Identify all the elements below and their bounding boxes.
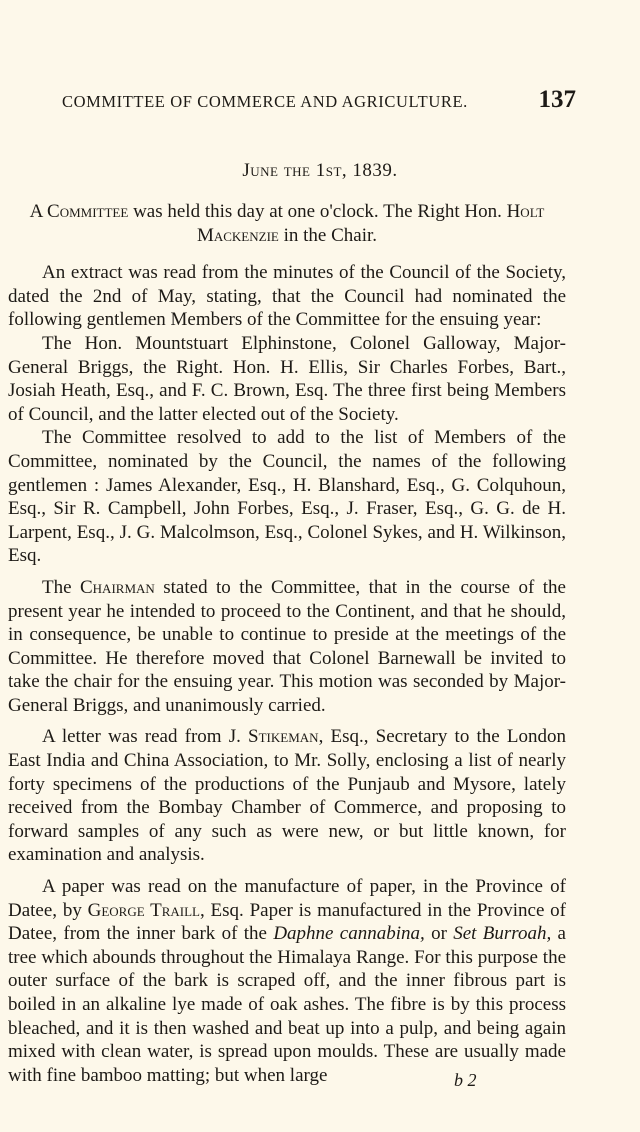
date-heading: June the 1st, 1839. [242, 160, 398, 181]
text-run: A letter was read from J. [42, 726, 249, 748]
page-header [62, 86, 576, 114]
body-text [8, 200, 566, 1087]
text-run: stated to the Committee, that in the course of the present year he intended to proceed to the Continent, and that he should, in consequence, be unable to continue to preside at the meetings of the Committee. He therefore moved that Colonel Barnewall be invited to take the chair for the ensuing year. This motion was seconded by Major-General Briggs, and unanimously carried. [8, 576, 566, 716]
text-run: was held this day at one o'clock. The Right Hon. [128, 201, 507, 222]
small-caps-run: Holt Mackenzie [196, 201, 545, 246]
signature-mark: b 2 [454, 1070, 477, 1090]
small-caps-run: Chairman [80, 576, 155, 598]
paragraph-chairman-statement [8, 576, 566, 718]
text-run: A [29, 201, 48, 222]
small-caps-run: George Traill [87, 899, 200, 921]
text-run: The [42, 576, 80, 598]
text-run: in the Chair. [278, 224, 378, 246]
paragraph-members-list: The Hon. Mountstuart Elphinstone, Colonel Galloway, Major-General Briggs, the Right. Hon. H. Ellis, Sir Charles Forbes, Bart., Josiah Heath, Esq., and F. C. Brown, Esq. The three first being Members of Council, and the latter elected out of the Society. [8, 332, 566, 425]
italic-run: Daphne cannabina, [273, 923, 425, 945]
paragraph-council-extract: An extract was read from the minutes of the Council of the Society, dated the 2nd of May, stating, that the Council had nominated the following gentlemen Members of the Committee for the ensuing year: [8, 262, 566, 331]
text-run: , Esq. Paper is manufactured in the Province of Datee, from the inner bark of the [8, 899, 566, 945]
text-run: a tree which abounds throughout the Himalaya Range. For this purpose the outer surface of the bark is scraped off, and the inner fibrous part is boiled in an alkaline lye made of oak ashes. The fibre is by this process bleached, and it is then washed and beat up into a pulp, and being again mixed with clean water, is spread upon moulds. These are usually made with fine bamboo matting; but when large [8, 923, 566, 1086]
small-caps-run: Stikeman [248, 726, 319, 748]
paragraph-paper-manufacture [8, 875, 566, 1087]
text-run: or [424, 923, 454, 945]
paragraph-additional-members: The Committee resolved to add to the list of Members of the Committee, nominated by the Council, the names of the following gentlemen : James Alexander, Esq., H. Blanshard, Esq., G. Colquhoun, Esq., Sir R. Campbell, John Forbes, Esq., J. Fraser, Esq., G. G. de H. Larpent, Esq., J. G. Malcolmson, Esq., Colonel Sykes, and H. Wilkinson, Esq. [8, 427, 566, 567]
text-run: , Esq., Secretary to the London East India and China Association, to Mr. Solly, enclosing a list of nearly forty specimens of the productions of the Punjaub and Mysore, lately received from the Bombay Chamber of Commerce, and proposing to forward samples of any such as were new, or but little known, for examination and analysis. [8, 726, 566, 866]
paragraph-committee-meeting [8, 200, 566, 247]
small-caps-run: Committee [47, 201, 129, 222]
italic-run: Set Burroah, [453, 923, 552, 945]
paragraph-letter [8, 725, 566, 867]
page-number: 137 [538, 86, 576, 113]
running-head: COMMITTEE OF COMMERCE AND AGRICULTURE. [62, 92, 468, 111]
text-run: A paper was read on the manufacture of paper, in the Province of Datee, by [8, 876, 566, 921]
